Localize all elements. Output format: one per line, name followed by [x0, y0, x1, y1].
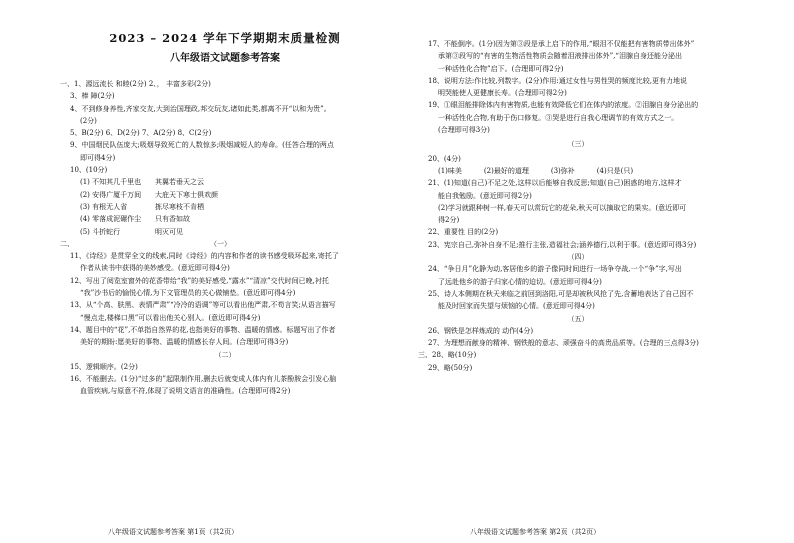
answer-line: 一、1、源远流长 和睦(2分) 2、， 丰富多彩(2分): [60, 80, 211, 88]
answer-line: 12、写出了阅览室窗外的花香带给“我”的美好感受,“露水”“清凉”交代时间已晚,衬托: [70, 276, 329, 285]
answer-line: 得2分): [438, 216, 460, 225]
poem-row: (5) 斗折蛇行 明灭可见: [80, 227, 183, 236]
answer-line: 承第③段写的“有害的生物活性物质会随着泪液排出体外”,“泪腺自身还能分泌出: [438, 52, 682, 61]
poem-row: (3) 有根无人省 拣尽寒枝不肯栖: [80, 202, 204, 211]
answer-line: 了远赴他乡的游子归家心情的迫切。(意近即可得4分): [438, 277, 602, 286]
answer-line: 美好的期盼:愿美好的事物、温暖的情感长存人间。(合理即可得3分): [80, 338, 289, 347]
answer-line: 29、略(50分): [428, 363, 473, 372]
section-heading: 二、 （一）: [60, 239, 231, 248]
answer-line: 5、B(2分) 6、D(2分) 7、A(2分) 8、C(2分): [70, 129, 212, 138]
section-heading: （二）: [214, 350, 236, 359]
answer-line: 10、(10分): [70, 166, 108, 175]
answer-line: 作者从读书中获得的美妙感受。(意近即可得4分): [80, 264, 230, 273]
answer-line: 15、逻辑顺序。(2分): [70, 362, 138, 371]
answer-line: “我”沙书后的愉悦心情,为下文管理员的关心做铺垫。(意近即可得4分): [80, 289, 296, 298]
poem-row: (2) 安得广厦千万间 大庇天下寒士俱欢颜: [80, 190, 218, 199]
answer-line: 27、为理想而献身的精神、钢铁般的意志、顽强奋斗的高贵品质等。(合理的三点得3分): [428, 339, 699, 348]
answer-line: 14、题目中的“花”,不单指自然界的花,也指美好的事物、温暖的情感。标题写出了作者: [70, 325, 336, 334]
poem-row: (4) 零落成泥碾作尘 只有香如故: [80, 215, 190, 224]
page-footer: 八年级语文试题参考答案 第2页（共2页）: [470, 528, 601, 536]
answer-line: 4、不到修身养性,齐家交友,大到治国理政,邦交玩友,诸如此类,都离不开“以和为贵”。: [70, 104, 331, 113]
left-page: [60, 0, 390, 543]
answer-line: 血管疾病,与原意不符,体现了说明文语言的准确性。(合理即可得2分): [80, 387, 291, 396]
answer-line: (2)学习就跟种树一样,春天可以赏玩它的花朵,秋天可以摘取它的果实。(意近即可: [438, 203, 687, 212]
answer-line: 一种活性化合物,有助于伤口修复。③哭是进行自我心理调节的有效方式之一。: [438, 113, 679, 122]
section-heading: （五）: [567, 314, 589, 323]
poem-row: (1) 不知其几千里也 其翼若垂天之云: [80, 178, 204, 187]
answer-line: 19、①眼泪能排除体内有害物质,也能有效降低它们在体内的浓度。②泪腺自身分泌出的: [428, 101, 699, 110]
answer-line: 25、诗人本侧期在秋天来临之前回到洛阳,可是却被秋风抢了先,含蓄地表达了自己因不: [428, 289, 694, 298]
answer-line: 13、从“个高、肤黑、表情严肃”“冷冷的语调”等可以看出他严肃,不苟言笑;从语言描写: [70, 301, 336, 310]
right-page: [418, 0, 738, 543]
answer-line: 一种活性化合物”启下。(合理即可得2分): [438, 64, 564, 73]
answer-line: 能自我勉励。(意近即可得2分): [438, 191, 532, 200]
page-title: 2023 – 2024 学年下学期期末质量检测: [109, 31, 341, 45]
answer-line: 17、不能倒序。(1分)因为第③段是承上启下的作用,“眼泪不仅能把有害物质带出体外”: [428, 40, 695, 48]
answer-line: 24、“争日月”化静为动,客居他乡的游子像同时间进行一场争夺战,一个“争”字,写出: [428, 265, 682, 274]
section-heading: （四）: [567, 253, 589, 262]
answer-line: 明哭能使人更健康长寿。(合理即可得2分): [438, 89, 567, 98]
answer-line: 23、宪宗自己,弥补自身不足;推行主张,造福社会;涵养德行,以利于事。(意近即可得3分): [428, 240, 697, 249]
answer-line: 16、不能删去。(1分)“过多的”起限制作用,删去后就变成人体内有儿茶酚胺会引发心脑: [70, 375, 337, 384]
answer-line: (合理即可得3分): [438, 126, 490, 135]
answer-line: 18、说明方法:作比较,列数字。(2分)作用:通过女性与男性哭的频度比较,更有力地说: [428, 76, 687, 85]
answer-line: 20、(4分): [428, 154, 461, 163]
answer-line: 即可得4分): [80, 153, 116, 162]
answer-line: 能及时回家而失望与烦恼的心情。(意近即可得4分): [438, 302, 595, 311]
answer-line: (1)味美 (2)最好的道理 (3)弥补 (4)只是(只): [438, 166, 634, 175]
section-heading: （三）: [567, 140, 589, 149]
page-footer: 八年级语文试题参考答案 第1页（共2页）: [108, 528, 239, 536]
answer-line: 22、重要性 目的(2分): [428, 228, 499, 237]
answer-line: 三、28、略(10分): [418, 351, 477, 360]
answer-line: “慢点走,楼梯口黑”可以看出他关心别人。(意近即可得4分): [80, 313, 261, 322]
page-subtitle: 八年级语文试题参考答案: [170, 53, 280, 64]
answer-line: 21、(1)知道(自己)不足之处,这样以后能够自我反思;知道(自己)困惑的地方,这样才: [428, 179, 682, 188]
answer-line: 3、棒 障(2分): [70, 92, 115, 101]
answer-line: 26、钢铁是怎样炼成的 动作(4分): [428, 326, 534, 335]
answer-line: 9、中国烟民队伍庞大;吸烟导致死亡的人数惊多;吸烟减短人的寿命。(任答合理的两点: [70, 141, 334, 150]
answer-line: 11、《诗经》是贯穿全文的线索,同时《诗经》的内容和作者的读书感受吸环起来,寄托了: [70, 252, 339, 261]
answer-line: (2分): [80, 116, 97, 125]
